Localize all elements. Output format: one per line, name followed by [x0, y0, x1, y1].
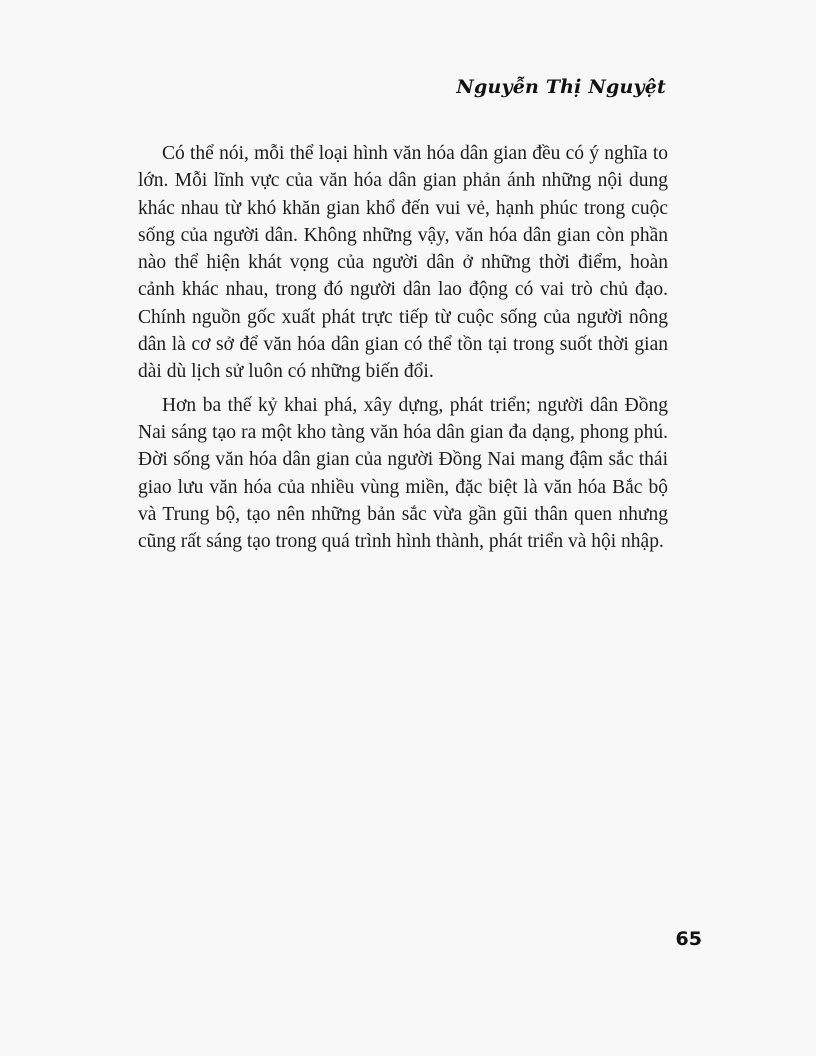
paragraph-2: Hơn ba thế kỷ khai phá, xây dựng, phát triển; người dân Đồng Nai sáng tạo ra một kho tàng văn hóa dân gian đa dạng, phong phú. Đời sống văn hóa dân gian của người Đồng Nai mang đậm sắc thái giao lưu văn hóa của nhiều vùng miền, đặc biệt là văn hóa Bắc bộ và Trung bộ, tạo nên những bản sắc vừa gần gũi thân quen nhưng cũng rất sáng tạo trong quá trình hình thành, phát triển và hội nhập. — [138, 394, 668, 553]
body-text — [138, 140, 668, 555]
paragraph-1: Có thể nói, mỗi thể loại hình văn hóa dân gian đều có ý nghĩa to lớn. Mỗi lĩnh vực của văn hóa dân gian phản ánh những nội dung khác nhau từ khó khăn gian khổ đến vui vẻ, hạnh phúc trong cuộc sống của người dân. Không những vậy, văn hóa dân gian còn phần nào thể hiện khát vọng của người dân ở những thời điểm, hoàn cảnh khác nhau, trong đó người dân lao động có vai trò chủ đạo. Chính nguồn gốc xuất phát trực tiếp từ cuộc sống của người nông dân là cơ sở để văn hóa dân gian có thể tồn tại trong suốt thời gian dài dù lịch sử luôn có những biến đổi. — [138, 143, 668, 383]
page-number: 65 — [675, 928, 702, 950]
running-head-author: Nguyễn Thị Nguyệt — [456, 76, 666, 98]
